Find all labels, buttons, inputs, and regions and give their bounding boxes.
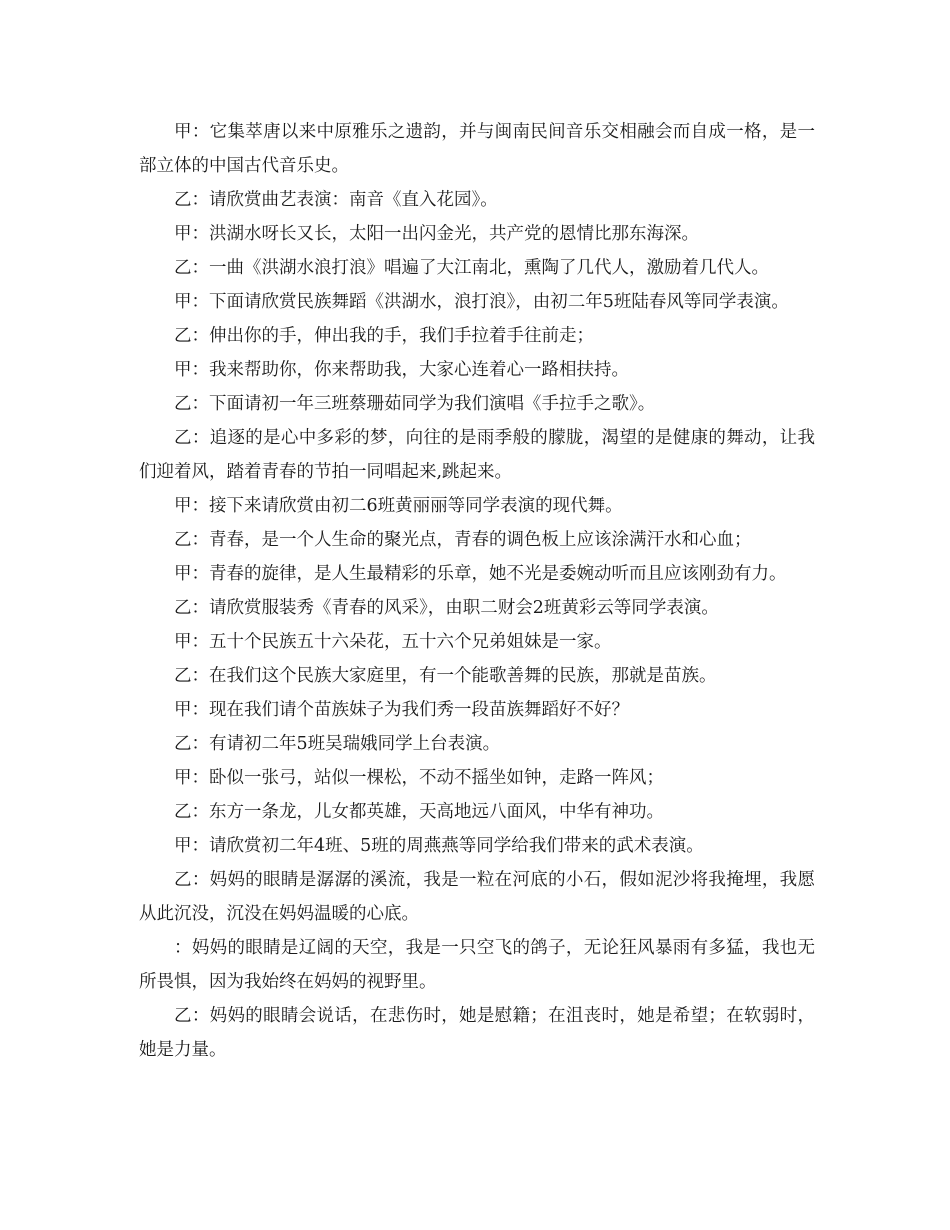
dialogue-paragraph: 乙：伸出你的手，伸出我的手，我们手拉着手往前走；: [174, 326, 594, 346]
script-body: [139, 115, 815, 1067]
dialogue-paragraph: 乙：东方一条龙，儿女都英雄，天高地远八面风，中华有神功。: [174, 802, 664, 822]
dialogue-paragraph: 乙：请欣赏服装秀《青春的风采》，由职二财会2班黄彩云等同学表演。: [174, 598, 719, 618]
dialogue-paragraph: ：妈妈的眼睛是辽阔的天空，我是一只空飞的鸽子，无论狂风暴雨有多猛，我也无所畏惧，因为我始终在妈妈的视野里。: [139, 938, 815, 992]
dialogue-paragraph: 乙：一曲《洪湖水浪打浪》唱遍了大江南北，熏陶了几代人，激励着几代人。: [174, 258, 769, 278]
dialogue-paragraph: 甲：五十个民族五十六朵花，五十六个兄弟姐妹是一家。: [174, 632, 612, 652]
dialogue-paragraph: 甲：现在我们请个苗族妹子为我们秀一段苗族舞蹈好不好？: [174, 700, 629, 720]
dialogue-paragraph: 甲：我来帮助你，你来帮助我，大家心连着心一路相扶持。: [174, 360, 629, 380]
dialogue-paragraph: 乙：妈妈的眼睛会说话，在悲伤时，她是慰籍；在沮丧时，她是希望；在软弱时，她是力量。: [139, 1006, 815, 1060]
dialogue-paragraph: 乙：请欣赏曲艺表演：南音《直入花园》。: [174, 190, 498, 210]
dialogue-paragraph: 乙：下面请初一年三班蔡珊茹同学为我们演唱《手拉手之歌》。: [174, 394, 656, 414]
dialogue-paragraph: 乙：有请初二年5班吴瑞娥同学上台表演。: [174, 734, 501, 754]
dialogue-paragraph: 甲：接下来请欣赏由初二6班黄丽丽等同学表演的现代舞。: [174, 496, 623, 516]
dialogue-paragraph: 甲：下面请欣赏民族舞蹈《洪湖水，浪打浪》，由初二年5班陆春风等同学表演。: [174, 292, 789, 312]
dialogue-paragraph: 甲：卧似一张弓，站似一棵松，不动不摇坐如钟，走路一阵风；: [174, 768, 664, 788]
dialogue-paragraph: 甲：青春的旋律，是人生最精彩的乐章，她不光是委婉动听而且应该刚劲有力。: [174, 564, 787, 584]
dialogue-paragraph: 乙：在我们这个民族大家庭里，有一个能歌善舞的民族，那就是苗族。: [174, 666, 717, 686]
dialogue-paragraph: 甲：洪湖水呀长又长，太阳一出闪金光，共产党的恩情比那东海深。: [174, 224, 699, 244]
dialogue-paragraph: 甲：它集萃唐以来中原雅乐之遗韵，并与闽南民间音乐交相融会而自成一格，是一部立体的中国古代音乐史。: [139, 122, 815, 176]
dialogue-paragraph: 乙：追逐的是心中多彩的梦，向往的是雨季般的朦胧，渴望的是健康的舞动，让我们迎着风，踏着青春的节拍一同唱起来,跳起来。: [139, 428, 815, 482]
dialogue-paragraph: 乙：妈妈的眼睛是潺潺的溪流，我是一粒在河底的小石，假如泥沙将我掩埋，我愿从此沉没，沉没在妈妈温暖的心底。: [139, 870, 815, 924]
dialogue-paragraph: 乙：青春，是一个人生命的聚光点，青春的调色板上应该涂满汗水和心血；: [174, 530, 752, 550]
dialogue-paragraph: 甲：请欣赏初二年4班、5班的周燕燕等同学给我们带来的武术表演。: [174, 836, 704, 856]
